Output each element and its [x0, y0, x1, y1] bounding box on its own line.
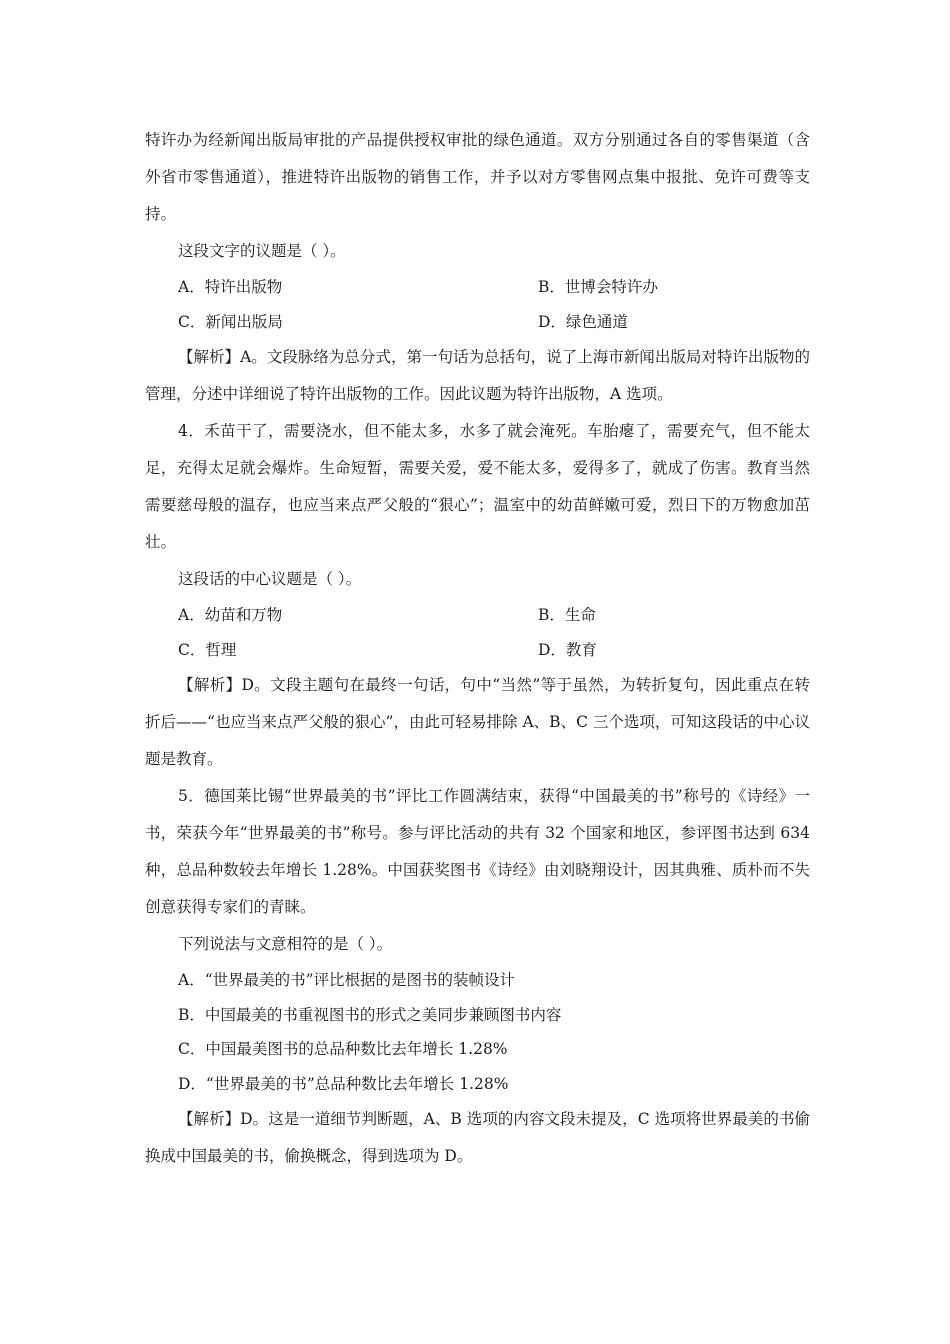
- q3-explanation: 【解析】A。文段脉络为总分式，第一句话为总括句，说了上海市新闻出版局对特许出版物的管理，分述中详细说了特许出版物的工作。因此议题为特许出版物，A 选项。: [145, 348, 810, 403]
- q4-option-a: A．幼苗和万物: [178, 606, 283, 624]
- q4-explanation: 【解析】D。文段主题句在最终一句话，句中“当然”等于虽然，为转折复句，因此重点在转折后——“也应当来点严父般的狠心”，由此可轻易排除 A、B、C 三个选项，可知这段话的中心议题是教育。: [145, 676, 810, 768]
- paragraph-continuation: 特许办为经新闻出版局审批的产品提供授权审批的绿色通道。双方分别通过各自的零售渠道（含外省市零售通道），推进特许出版物的销售工作，并予以对方零售网点集中报批、免许可费等支持。: [145, 131, 810, 223]
- q4-option-c: C．哲理: [178, 640, 237, 659]
- q3-option-d: D．绿色通道: [538, 312, 628, 331]
- q4-text: 4．禾苗干了，需要浇水，但不能太多，水多了就会淹死。车胎瘪了，需要充气，但不能太足，充得太足就会爆炸。生命短暂，需要关爱，爱不能太多，爱得多了，就成了伤害。教育当然需要慈母般的温存，也应当来点严父般的“狠心”；温室中的幼苗鲜嫩可爱，烈日下的万物愈加茁壮。: [145, 422, 810, 551]
- q4-options-row2: [145, 633, 810, 668]
- q4-option-b: B．生命: [538, 606, 596, 624]
- q3-options-row2: [145, 305, 810, 340]
- q5-option-a: A．“世界最美的书”评比根据的是图书的装帧设计: [178, 971, 516, 989]
- q3-option-b: B．世博会特许办: [538, 278, 658, 296]
- q5-option-d: D．“世界最美的书”总品种数比去年增长 1.28%: [178, 1074, 509, 1093]
- q5-stem: 下列说法与文意相符的是（ ）。: [178, 935, 393, 953]
- q5-explanation: 【解析】D。这是一道细节判断题，A、B 选项的内容文段未提及，C 选项将世界最美的书偷换成中国最美的书，偷换概念，得到选项为 D。: [145, 1110, 810, 1165]
- q3-options-row1: [145, 270, 810, 305]
- q3-option-a: A．特许出版物: [178, 278, 283, 296]
- q5-option-c: C．中国最美图书的总品种数比去年增长 1.28%: [178, 1040, 508, 1058]
- q3-stem: 这段文字的议题是（ ）。: [178, 242, 346, 260]
- q4-option-d: D．教育: [538, 640, 597, 659]
- document-body: [145, 122, 810, 1175]
- q5-text: 5．德国莱比锡“世界最美的书”评比工作圆满结束，获得“中国最美的书”称号的《诗经》一书，荣获今年“世界最美的书”称号。参与评比活动的共有 32 个国家和地区，参评图书达到 634 种，总品种数较去年增长 1.28%。中国获奖图书《诗经》由刘晓翔设计，因其典雅、质朴而不失创意获得专家们的青睐。: [145, 787, 810, 916]
- q4-stem: 这段话的中心议题是（ ）。: [178, 570, 362, 588]
- q4-options-row1: [145, 598, 810, 633]
- q5-option-b: B．中国最美的书重视图书的形式之美同步兼顾图书内容: [178, 1005, 562, 1024]
- q3-option-c: C．新闻出版局: [178, 312, 283, 331]
